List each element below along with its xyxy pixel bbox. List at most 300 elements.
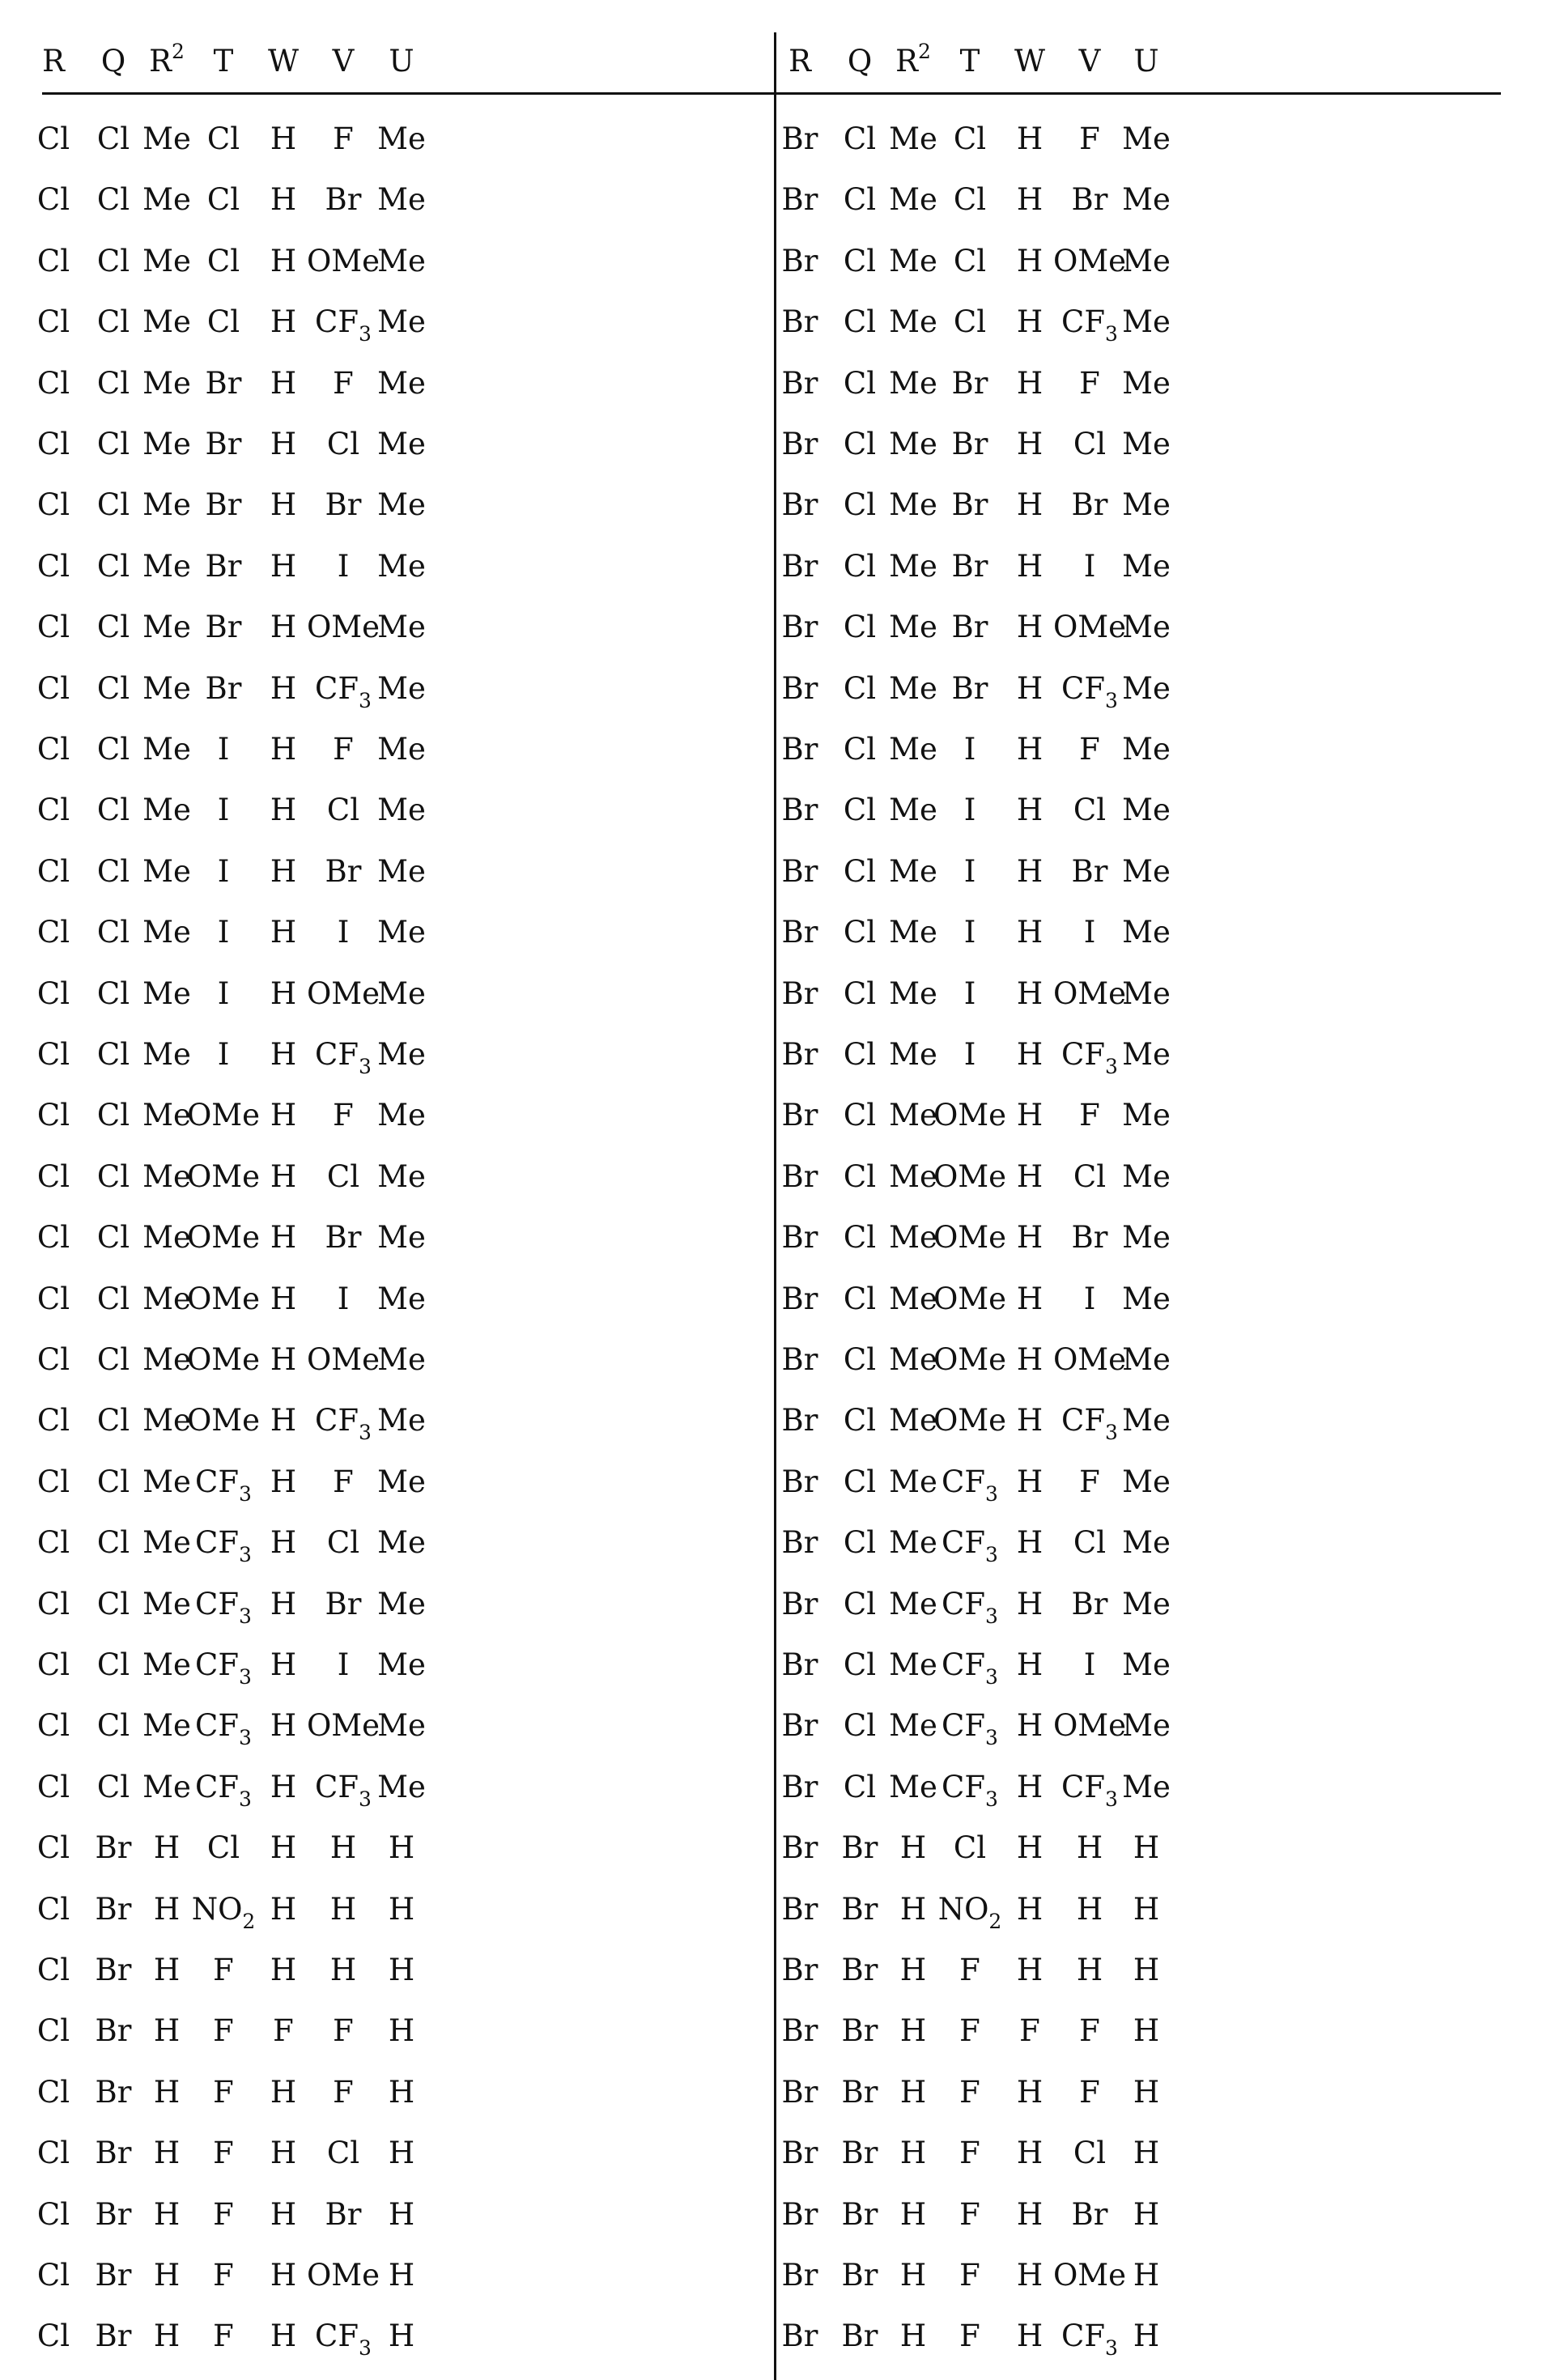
cell-left-r2: Me [118,1039,215,1071]
cell-left-v: H [295,1954,392,1987]
cell-right-r: Br [751,2076,848,2109]
cell-right-w: H [981,306,1078,338]
cell-left-u: Me [353,1099,450,1132]
cell-right-r2: H [865,2015,962,2047]
cell-right-q: Cl [811,184,908,216]
cell-right-r2: Me [865,123,962,155]
cell-right-u: Me [1098,123,1195,155]
cell-right-w: H [981,368,1078,400]
cell-left-v: OMe [295,611,392,644]
cell-right-q: Br [811,2320,908,2352]
cell-right-u: H [1098,2076,1195,2109]
cell-right-q: Br [811,2259,908,2292]
cell-left-t: CF3 [175,1649,272,1681]
cell-left-w: F [235,2015,332,2047]
cell-right-v: Br [1041,2199,1138,2231]
cell-left-q: Cl [65,245,162,278]
cell-left-r: Cl [5,489,102,521]
cell-left-v: Cl [295,1161,392,1193]
cell-right-v: I [1041,1649,1138,1681]
cell-right-w: H [981,2320,1078,2352]
cell-right-w: H [981,1283,1078,1315]
cell-right-w: H [981,1954,1078,1987]
cell-right-q: Cl [811,550,908,583]
cell-left-w: H [235,856,332,888]
cell-left-v: Cl [295,428,392,461]
cell-left-r: Cl [5,1161,102,1193]
cell-right-v: Cl [1041,428,1138,461]
cell-left-q: Cl [65,1649,162,1681]
cell-left-w: H [235,733,332,766]
cell-left-v: Br [295,489,392,521]
cell-right-u: Me [1098,673,1195,705]
cell-right-w: H [981,611,1078,644]
cell-right-q: Cl [811,489,908,521]
cell-right-r: Br [751,2137,848,2170]
cell-right-q: Cl [811,733,908,766]
cell-left-u: Me [353,1039,450,1071]
cell-right-t: OMe [921,1283,1018,1315]
header-right-v: V [1041,45,1138,78]
cell-left-t: Cl [175,245,272,278]
cell-right-u: Me [1098,245,1195,278]
cell-right-t: F [921,2259,1018,2292]
cell-right-w: H [981,1099,1078,1132]
cell-left-q: Br [65,2259,162,2292]
cell-right-v: OMe [1041,1710,1138,1742]
cell-right-r2: H [865,2137,962,2170]
cell-right-r2: Me [865,733,962,766]
cell-left-r2: H [118,1954,215,1987]
cell-left-u: H [353,1893,450,1926]
cell-left-w: H [235,1039,332,1071]
cell-right-v: F [1041,368,1138,400]
cell-right-r: Br [751,2015,848,2047]
cell-left-v: I [295,550,392,583]
cell-right-t: I [921,1039,1018,1071]
cell-left-r: Cl [5,916,102,949]
cell-left-r: Cl [5,978,102,1010]
cell-right-w: H [981,1405,1078,1437]
cell-right-v: CF3 [1041,1039,1138,1071]
cell-right-r: Br [751,1039,848,1071]
cell-left-q: Cl [65,1039,162,1071]
cell-right-w: H [981,1710,1078,1742]
cell-left-r: Cl [5,673,102,705]
cell-left-q: Cl [65,733,162,766]
cell-right-r: Br [751,245,848,278]
cell-right-u: H [1098,1893,1195,1926]
cell-right-u: Me [1098,428,1195,461]
cell-left-r2: Me [118,245,215,278]
cell-left-r: Cl [5,306,102,338]
cell-left-r2: H [118,2076,215,2109]
cell-right-r2: Me [865,428,962,461]
cell-right-v: H [1041,1832,1138,1864]
cell-left-v: CF3 [295,1771,392,1804]
cell-left-w: H [235,673,332,705]
cell-left-w: H [235,978,332,1010]
cell-left-v: CF3 [295,1405,392,1437]
cell-left-u: Me [353,1344,450,1376]
cell-right-q: Cl [811,1466,908,1498]
cell-left-t: OMe [175,1405,272,1437]
cell-right-u: Me [1098,1099,1195,1132]
cell-right-q: Cl [811,1710,908,1742]
cell-right-q: Br [811,1893,908,1926]
cell-left-w: H [235,245,332,278]
cell-left-r2: Me [118,733,215,766]
cell-left-r2: H [118,2320,215,2352]
cell-left-w: H [235,2137,332,2170]
cell-left-t: Br [175,368,272,400]
cell-right-w: H [981,1466,1078,1498]
cell-left-r2: H [118,1832,215,1864]
cell-right-v: Br [1041,1588,1138,1621]
cell-left-r2: Me [118,978,215,1010]
cell-right-v: CF3 [1041,306,1138,338]
cell-right-w: H [981,1161,1078,1193]
cell-left-q: Br [65,1832,162,1864]
cell-right-q: Cl [811,368,908,400]
cell-right-q: Cl [811,611,908,644]
cell-left-t: Br [175,611,272,644]
cell-right-r2: Me [865,489,962,521]
cell-left-v: F [295,2076,392,2109]
cell-left-q: Cl [65,1161,162,1193]
cell-left-w: H [235,1893,332,1926]
cell-right-t: F [921,2137,1018,2170]
cell-right-r2: Me [865,1344,962,1376]
cell-left-v: F [295,123,392,155]
cell-right-w: H [981,489,1078,521]
cell-right-t: Cl [921,1832,1018,1864]
cell-right-r: Br [751,1893,848,1926]
cell-left-t: Cl [175,306,272,338]
cell-left-q: Br [65,2076,162,2109]
cell-left-q: Br [65,1954,162,1987]
cell-right-q: Br [811,2076,908,2109]
cell-left-w: H [235,123,332,155]
cell-left-v: CF3 [295,1039,392,1071]
cell-right-w: H [981,1893,1078,1926]
cell-left-w: H [235,611,332,644]
cell-left-r2: Me [118,489,215,521]
cell-left-v: H [295,1893,392,1926]
cell-left-r2: Me [118,306,215,338]
header-left-v: V [295,45,392,78]
header-left-t: T [175,45,272,78]
cell-right-r: Br [751,2199,848,2231]
cell-left-w: H [235,916,332,949]
cell-left-w: H [235,428,332,461]
cell-left-v: Cl [295,1527,392,1559]
cell-right-u: Me [1098,1771,1195,1804]
cell-left-r: Cl [5,245,102,278]
cell-left-u: Me [353,1222,450,1254]
cell-right-q: Cl [811,123,908,155]
cell-right-u: Me [1098,1344,1195,1376]
cell-right-q: Cl [811,1649,908,1681]
cell-right-w: H [981,978,1078,1010]
cell-left-r2: Me [118,856,215,888]
cell-left-q: Br [65,2137,162,2170]
cell-right-r: Br [751,733,848,766]
cell-left-r: Cl [5,2015,102,2047]
cell-right-t: CF3 [921,1588,1018,1621]
cell-left-t: F [175,2137,272,2170]
cell-left-u: Me [353,184,450,216]
cell-right-w: H [981,550,1078,583]
cell-right-r2: Me [865,1588,962,1621]
cell-left-r: Cl [5,1039,102,1071]
cell-right-v: I [1041,550,1138,583]
cell-left-u: H [353,2199,450,2231]
cell-right-t: I [921,733,1018,766]
cell-left-t: I [175,794,272,827]
cell-right-r: Br [751,794,848,827]
cell-right-r2: Me [865,916,962,949]
cell-left-r: Cl [5,2137,102,2170]
cell-left-q: Cl [65,1527,162,1559]
cell-right-w: H [981,1649,1078,1681]
cell-left-t: OMe [175,1161,272,1193]
cell-right-w: H [981,673,1078,705]
cell-right-q: Cl [811,978,908,1010]
cell-right-r2: Me [865,550,962,583]
cell-right-w: H [981,794,1078,827]
cell-left-t: F [175,1954,272,1987]
cell-right-u: Me [1098,1588,1195,1621]
cell-left-u: H [353,2015,450,2047]
cell-left-v: F [295,1466,392,1498]
cell-left-r2: Me [118,673,215,705]
cell-right-q: Cl [811,1588,908,1621]
cell-left-v: F [295,1099,392,1132]
cell-left-r2: Me [118,1466,215,1498]
cell-right-t: Cl [921,306,1018,338]
cell-left-u: H [353,2259,450,2292]
cell-left-t: I [175,916,272,949]
cell-left-w: H [235,1099,332,1132]
cell-left-t: Cl [175,184,272,216]
cell-right-u: Me [1098,978,1195,1010]
cell-right-v: I [1041,916,1138,949]
cell-right-v: H [1041,1893,1138,1926]
cell-right-w: H [981,2076,1078,2109]
cell-left-r2: H [118,2199,215,2231]
cell-left-q: Cl [65,1222,162,1254]
cell-left-u: Me [353,245,450,278]
cell-right-v: Cl [1041,1161,1138,1193]
cell-right-r2: Me [865,1039,962,1071]
cell-left-v: I [295,1649,392,1681]
cell-left-r2: Me [118,916,215,949]
cell-right-t: OMe [921,1222,1018,1254]
cell-right-v: OMe [1041,245,1138,278]
cell-left-t: I [175,1039,272,1071]
header-right-r: R [751,45,848,78]
cell-left-v: I [295,1283,392,1315]
cell-right-r2: Me [865,1099,962,1132]
cell-left-u: H [353,1832,450,1864]
cell-right-v: H [1041,1954,1138,1987]
cell-left-v: CF3 [295,673,392,705]
cell-left-u: Me [353,550,450,583]
cell-right-r: Br [751,673,848,705]
cell-right-q: Cl [811,1283,908,1315]
cell-left-u: Me [353,1710,450,1742]
cell-right-t: CF3 [921,1527,1018,1559]
cell-left-q: Cl [65,1466,162,1498]
cell-right-r2: H [865,1954,962,1987]
cell-left-r2: Me [118,428,215,461]
cell-left-v: F [295,368,392,400]
cell-right-r2: H [865,1893,962,1926]
cell-left-r: Cl [5,1283,102,1315]
cell-right-r: Br [751,123,848,155]
cell-left-t: Cl [175,1832,272,1864]
cell-right-w: H [981,1344,1078,1376]
cell-left-v: Br [295,2199,392,2231]
cell-left-r: Cl [5,2076,102,2109]
cell-right-t: OMe [921,1161,1018,1193]
cell-right-v: OMe [1041,978,1138,1010]
cell-right-t: OMe [921,1405,1018,1437]
cell-right-t: Br [921,611,1018,644]
cell-left-q: Br [65,2320,162,2352]
cell-left-w: H [235,1649,332,1681]
cell-right-t: I [921,794,1018,827]
cell-right-r2: H [865,2076,962,2109]
cell-right-r: Br [751,2320,848,2352]
cell-left-r2: Me [118,1649,215,1681]
cell-left-r2: Me [118,550,215,583]
cell-left-v: Cl [295,2137,392,2170]
cell-left-w: H [235,2320,332,2352]
cell-left-w: H [235,550,332,583]
cell-right-u: H [1098,2320,1195,2352]
cell-right-r: Br [751,1099,848,1132]
cell-right-r2: Me [865,1161,962,1193]
cell-left-r2: Me [118,1588,215,1621]
cell-right-q: Br [811,2137,908,2170]
cell-right-q: Br [811,1954,908,1987]
cell-left-q: Cl [65,550,162,583]
cell-left-t: Br [175,428,272,461]
cell-right-u: H [1098,1954,1195,1987]
cell-left-q: Br [65,2015,162,2047]
cell-left-r: Cl [5,1344,102,1376]
cell-right-q: Cl [811,1405,908,1437]
cell-right-u: Me [1098,1466,1195,1498]
header-right-u: U [1098,45,1195,78]
cell-right-r2: H [865,2199,962,2231]
cell-right-u: Me [1098,856,1195,888]
cell-left-r2: Me [118,123,215,155]
cell-right-u: Me [1098,489,1195,521]
cell-right-r2: Me [865,245,962,278]
cell-left-r: Cl [5,1466,102,1498]
cell-right-t: CF3 [921,1466,1018,1498]
cell-left-u: Me [353,368,450,400]
header-right-r2: R2 [865,45,962,78]
cell-right-v: OMe [1041,2259,1138,2292]
cell-right-r: Br [751,1710,848,1742]
cell-left-u: Me [353,306,450,338]
cell-left-v: CF3 [295,2320,392,2352]
cell-right-r2: Me [865,611,962,644]
cell-left-r: Cl [5,1893,102,1926]
cell-left-r: Cl [5,428,102,461]
cell-left-u: Me [353,489,450,521]
cell-left-r: Cl [5,550,102,583]
cell-right-u: Me [1098,611,1195,644]
cell-left-t: I [175,733,272,766]
cell-right-r2: H [865,2259,962,2292]
cell-left-u: Me [353,1588,450,1621]
cell-right-q: Cl [811,916,908,949]
cell-right-w: H [981,2137,1078,2170]
cell-left-t: F [175,2076,272,2109]
cell-left-r: Cl [5,1649,102,1681]
cell-left-r: Cl [5,1099,102,1132]
cell-right-r2: H [865,1832,962,1864]
cell-left-u: Me [353,673,450,705]
cell-left-t: OMe [175,1099,272,1132]
cell-left-w: H [235,1283,332,1315]
cell-right-t: F [921,2076,1018,2109]
cell-right-t: I [921,856,1018,888]
cell-left-v: OMe [295,1710,392,1742]
cell-left-q: Cl [65,1588,162,1621]
cell-right-r: Br [751,184,848,216]
cell-right-q: Cl [811,1344,908,1376]
cell-left-v: Br [295,184,392,216]
cell-left-t: OMe [175,1344,272,1376]
cell-right-v: Cl [1041,794,1138,827]
cell-left-v: OMe [295,2259,392,2292]
cell-right-v: OMe [1041,1344,1138,1376]
cell-right-t: Br [921,673,1018,705]
cell-right-r2: Me [865,856,962,888]
cell-right-q: Cl [811,794,908,827]
cell-right-u: Me [1098,1283,1195,1315]
cell-left-q: Cl [65,673,162,705]
cell-left-r2: Me [118,1771,215,1804]
cell-left-u: Me [353,916,450,949]
cell-right-v: Br [1041,489,1138,521]
header-left-w: W [235,45,332,78]
cell-right-r2: H [865,2320,962,2352]
cell-left-t: Br [175,489,272,521]
cell-left-u: Me [353,428,450,461]
cell-left-q: Cl [65,184,162,216]
cell-right-r: Br [751,978,848,1010]
cell-right-q: Br [811,2015,908,2047]
cell-left-q: Cl [65,856,162,888]
cell-right-r: Br [751,550,848,583]
cell-left-r: Cl [5,1710,102,1742]
cell-left-w: H [235,1771,332,1804]
cell-right-r: Br [751,1161,848,1193]
cell-left-r2: H [118,2259,215,2292]
cell-right-t: Cl [921,123,1018,155]
cell-left-q: Cl [65,428,162,461]
cell-left-r: Cl [5,856,102,888]
cell-left-w: H [235,1527,332,1559]
cell-left-q: Cl [65,489,162,521]
